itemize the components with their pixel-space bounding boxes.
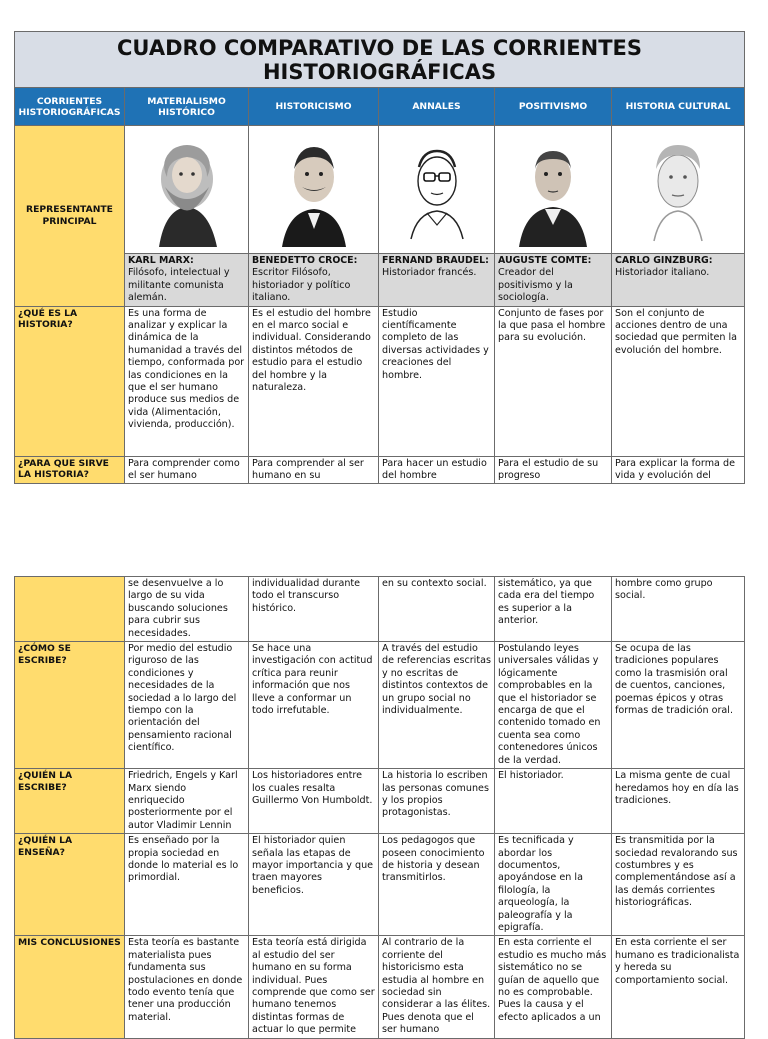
cell-para-que-historia-cultural-cont: hombre como grupo social. [612,577,745,642]
cell-quien-ensena-historia-cultural: Es transmitida por la sociedad revalorando sus costumbres y es complementándose así a las demás corrientes historiográficas. [612,834,745,936]
label-quien-escribe: ¿QUIÉN LA ESCRIBE? [15,769,125,834]
cell-como-historicismo: Se hace una investigación con actitud crítica para reunir información que nos lleve a conformar un todo irrefutable. [249,642,379,769]
cell-quien-ensena-materialismo: Es enseñado por la propia sociedad en donde lo material es lo primordial. [125,834,249,936]
portrait-fernand-braudel [379,126,495,254]
header-historicismo: HISTORICISMO [249,88,379,126]
cell-para-que-materialismo-cont: se desenvuelve a lo largo de su vida buscando soluciones para cubrir sus necesidades. [125,577,249,642]
cell-como-positivismo: Postulando leyes universales válidas y lógicamente comprobables en la que el historiador se encarga de que el contenido tomado en cuenta sea como contenedores únicos de la verdad. [495,642,612,769]
cell-conclusiones-positivismo: En esta corriente el estudio es mucho más sistemático no se guían de aquello que no es comprobable. Pues la causa y el efecto aplicados a un [495,936,612,1038]
representante-name-ginzburg: CARLO GINZBURG: Historiador italiano. [612,254,745,307]
representante-name-comte: AUGUSTE COMTE: Creador del positivismo y la sociología. [495,254,612,307]
cell-quien-ensena-annales: Los pedagogos que poseen conocimiento de historia y desean transmitirlos. [379,834,495,936]
representante-name-croce: BENEDETTO CROCE: Escritor Filósofo, historiador y político italiano. [249,254,379,307]
portrait-carlo-ginzburg [612,126,745,254]
portrait-auguste-comte [495,126,612,254]
cell-que-es-positivismo: Conjunto de fases por la que pasa el hombre para su evolución. [495,306,612,456]
header-corrientes: CORRIENTES HISTORIOGRÁFICAS [15,88,125,126]
cell-que-es-historia-cultural: Son el conjunto de acciones dentro de una sociedad que permiten la evolución del hombre. [612,306,745,456]
page-title: CUADRO COMPARATIVO DE LAS CORRIENTES HISTORIOGRÁFICAS [15,32,745,88]
cell-quien-escribe-positivismo: El historiador. [495,769,612,834]
cell-para-que-historicismo-cont: individualidad durante todo el transcurso histórico. [249,577,379,642]
cell-quien-escribe-historicismo: Los historiadores entre los cuales resalta Guillermo Von Humboldt. [249,769,379,834]
label-para-que: ¿PARA QUE SIRVE LA HISTORIA? [15,456,125,484]
cell-para-que-positivismo: Para el estudio de su progreso [495,456,612,484]
cell-como-materialismo: Por medio del estudio riguroso de las condiciones y necesidades de la sociedad a lo largo del tiempo con la orientación del pensamiento racional científico. [125,642,249,769]
portrait-karl-marx [125,126,249,254]
representante-name-marx: KARL MARX: Filósofo, intelectual y militante comunista alemán. [125,254,249,307]
cell-que-es-materialismo: Es una forma de analizar y explicar la dinámica de la humanidad a través del tiempo, conformada por las condiciones en la que el ser humano produce sus medios de vida (Alimentación, vivienda, producción). [125,306,249,456]
cell-como-annales: A través del estudio de referencias escritas y no escritas de distintos contextos de un grupo social no individualmente. [379,642,495,769]
comparison-table-top [14,31,745,484]
header-positivismo: POSITIVISMO [495,88,612,126]
cell-quien-ensena-historicismo: El historiador quien señala las etapas de mayor importancia y que traen mayores beneficios. [249,834,379,936]
label-para-que-continued [15,577,125,642]
label-representante: REPRESENTANTE PRINCIPAL [15,126,125,307]
label-como: ¿CÓMO SE ESCRIBE? [15,642,125,769]
representante-name-braudel: FERNAND BRAUDEL: Historiador francés. [379,254,495,307]
cell-para-que-materialismo: Para comprender como el ser humano [125,456,249,484]
cell-conclusiones-historia-cultural: En esta corriente el ser humano es tradicionalista y hereda su comportamiento social. [612,936,745,1038]
portrait-benedetto-croce [249,126,379,254]
cell-para-que-historia-cultural: Para explicar la forma de vida y evolución del [612,456,745,484]
cell-que-es-annales: Estudio científicamente completo de las diversas actividades y creaciones del hombre. [379,306,495,456]
cell-conclusiones-materialismo: Esta teoría es bastante materialista pues fundamenta sus postulaciones en donde todo evento tenía que tener una producción material. [125,936,249,1038]
cell-quien-escribe-materialismo: Friedrich, Engels y Karl Marx siendo enriquecido posteriormente por el autor Vladimir Lennin [125,769,249,834]
label-que-es: ¿QUÉ ES LA HISTORIA? [15,306,125,456]
cell-conclusiones-historicismo: Esta teoría está dirigida al estudio del ser humano en su forma individual. Pues comprende que como ser humano tenemos distintas formas de actuar lo que permite [249,936,379,1038]
cell-quien-escribe-annales: La historia lo escriben las personas comunes y los propios protagonistas. [379,769,495,834]
cell-quien-escribe-historia-cultural: La misma gente de cual heredamos hoy en día las tradiciones. [612,769,745,834]
cell-para-que-annales-cont: en su contexto social. [379,577,495,642]
header-annales: ANNALES [379,88,495,126]
header-materialismo: MATERIALISMO HISTÓRICO [125,88,249,126]
cell-para-que-historicismo: Para comprender al ser humano en su [249,456,379,484]
cell-como-historia-cultural: Se ocupa de las tradiciones populares como la trasmisión oral de cuentos, canciones, poemas épicos y otras formas de tradición oral. [612,642,745,769]
cell-quien-ensena-positivismo: Es tecnificada y abordar los documentos, apoyándose en la filología, la arqueología, la paleografía y la epigrafía. [495,834,612,936]
cell-para-que-positivismo-cont: sistemático, ya que cada era del tiempo es superior a la anterior. [495,577,612,642]
label-conclusiones: MIS CONCLUSIONES [15,936,125,1038]
cell-conclusiones-annales: Al contrario de la corriente del historicismo esta estudia al hombre en sociedad sin considerar a las élites. Pues denota que el ser humano [379,936,495,1038]
comparison-table-bottom [14,576,745,1039]
header-historia-cultural: HISTORIA CULTURAL [612,88,745,126]
cell-que-es-historicismo: Es el estudio del hombre en el marco social e individual. Considerando distintos métodos de estudio para el estudio del hombre y la naturaleza. [249,306,379,456]
cell-para-que-annales: Para hacer un estudio del hombre [379,456,495,484]
label-quien-ensena: ¿QUIÉN LA ENSEÑA? [15,834,125,936]
